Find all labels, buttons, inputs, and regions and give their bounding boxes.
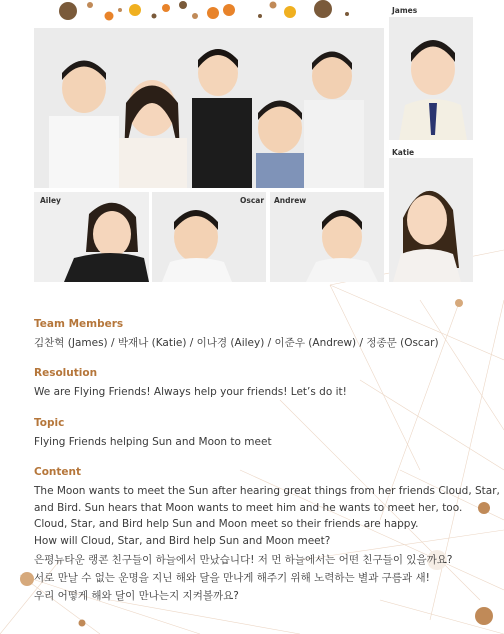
team-members-section [34,318,439,352]
photo-label-andrew: Andrew [274,196,307,205]
korean-line: 우리 어떻게 해와 달이 만나는지 지켜볼까요? [34,590,239,602]
korean-line: 서로 만날 수 없는 운명을 지닌 해와 달을 만나게 해주기 위해 노력하는 별과 구름과 새! [34,572,430,584]
deco-dot [20,572,34,586]
section-heading: Team Members [34,318,124,330]
topic-section [34,417,272,451]
resolution-section [34,367,347,401]
andrew-photo [270,192,384,282]
korean-content-text [34,551,452,605]
section-heading: Content [34,466,82,478]
photo-label-ailey: Ailey [40,196,61,205]
section-heading: Topic [34,417,65,429]
content-section [34,466,500,549]
content-line: Cloud, Star, and Bird help Sun and Moon meet so their friends are happy. [34,518,419,530]
ailey-photo [34,192,149,282]
content-line: How will Cloud, Star, and Bird help Sun and Moon meet? [34,534,331,547]
deco-dot [475,607,493,625]
james-photo [389,17,473,140]
photo-label-oscar: Oscar [240,196,265,205]
topic-text: Flying Friends helping Sun and Moon to meet [34,436,272,448]
deco-dot [79,620,86,627]
katie-photo [389,158,473,282]
section-heading: Resolution [34,367,98,379]
oscar-photo [152,192,266,282]
group-photo [34,28,384,188]
deco-dot [455,299,463,307]
content-line: The Moon wants to meet the Sun after hearing great things from her friends Cloud, Star, [34,485,500,497]
content-line: and Bird. Sun hears that Moon wants to meet him and he wants to meet her, too. [34,501,463,514]
team-members-text: 김찬혁 (James) / 박재나 (Katie) / 이나경 (Ailey) / 이준우 (Andrew) / 정종문 (Oscar) [34,337,439,349]
photo-label-james: James [392,6,418,15]
resolution-text: We are Flying Friends! Always help your friends! Let’s do it! [34,386,347,398]
korean-line: 은평뉴타운 랭콘 친구들이 하늘에서 만났습니다! 저 먼 하늘에서는 어떤 친구들이 있을까요? [34,554,453,566]
photo-label-katie: Katie [392,148,415,157]
content-text [34,483,500,549]
